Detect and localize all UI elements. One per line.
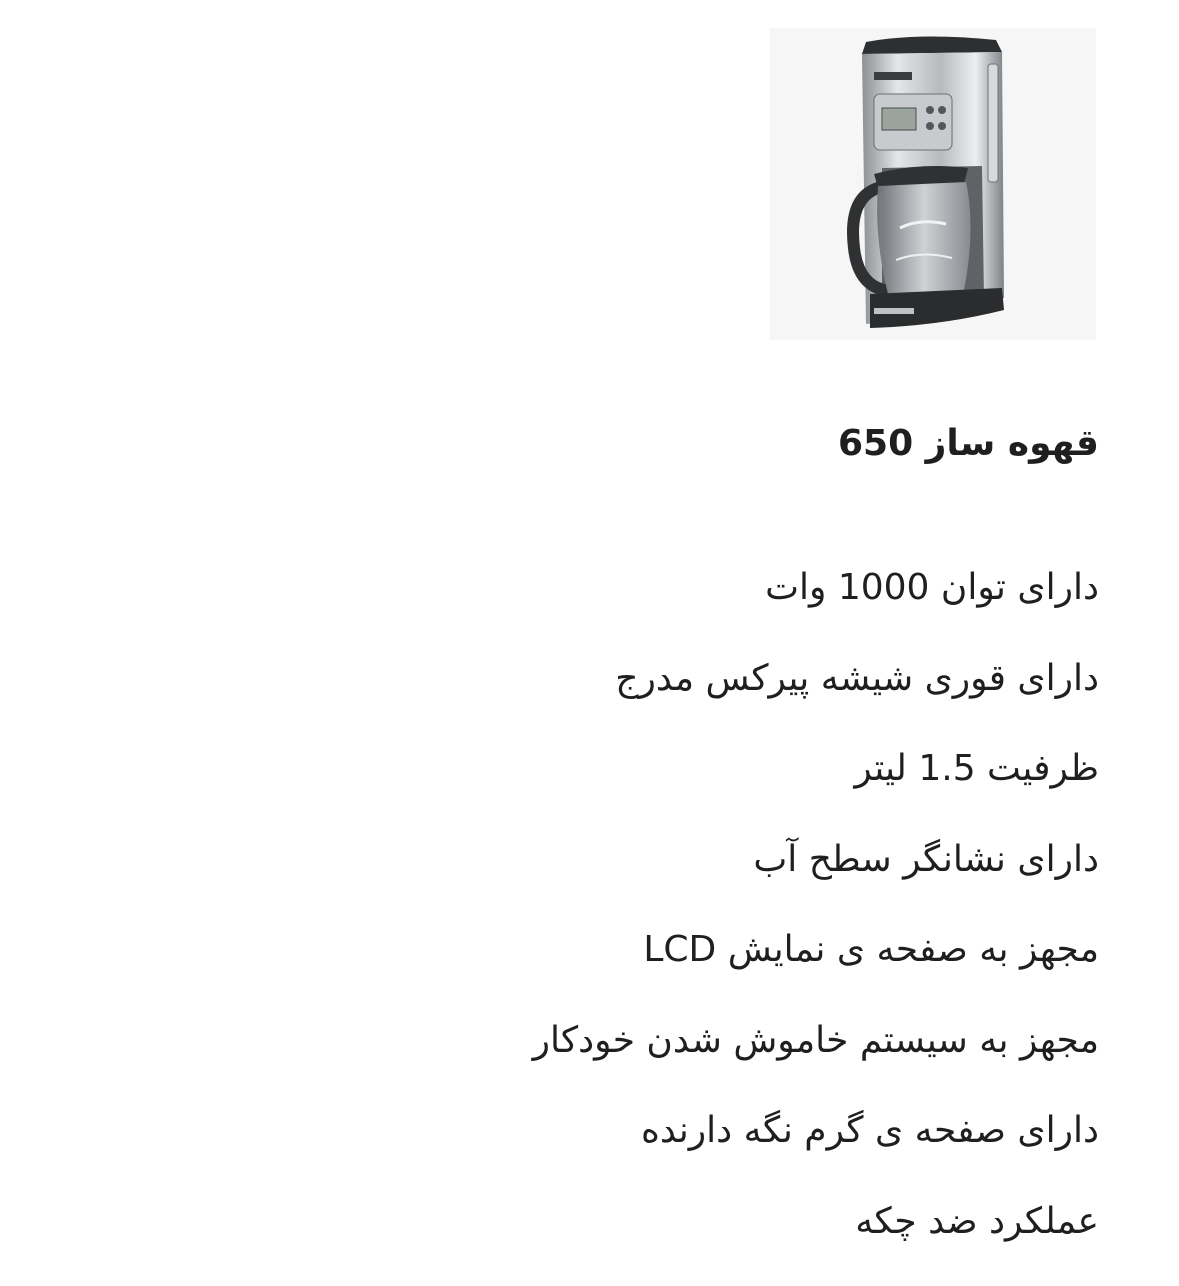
feature-item: دارای قوری شیشه پیرکس مدرج	[533, 653, 1099, 744]
feature-item: عملکرد ضد چکه	[533, 1196, 1099, 1286]
feature-item: دارای نشانگر سطح آب	[533, 834, 1099, 925]
feature-item: ظرفیت 1.5 لیتر	[533, 743, 1099, 834]
feature-item: مجهز به سیستم خاموش شدن خودکار	[533, 1015, 1099, 1106]
product-image	[770, 28, 1096, 340]
feature-item: دارای صفحه ی گرم نگه دارنده	[533, 1105, 1099, 1196]
feature-item: مجهز به صفحه ی نمایش LCD	[533, 924, 1099, 1015]
product-title: قهوه ساز 650	[838, 418, 1099, 470]
feature-list	[533, 562, 1099, 1286]
feature-item: دارای توان 1000 وات	[533, 562, 1099, 653]
